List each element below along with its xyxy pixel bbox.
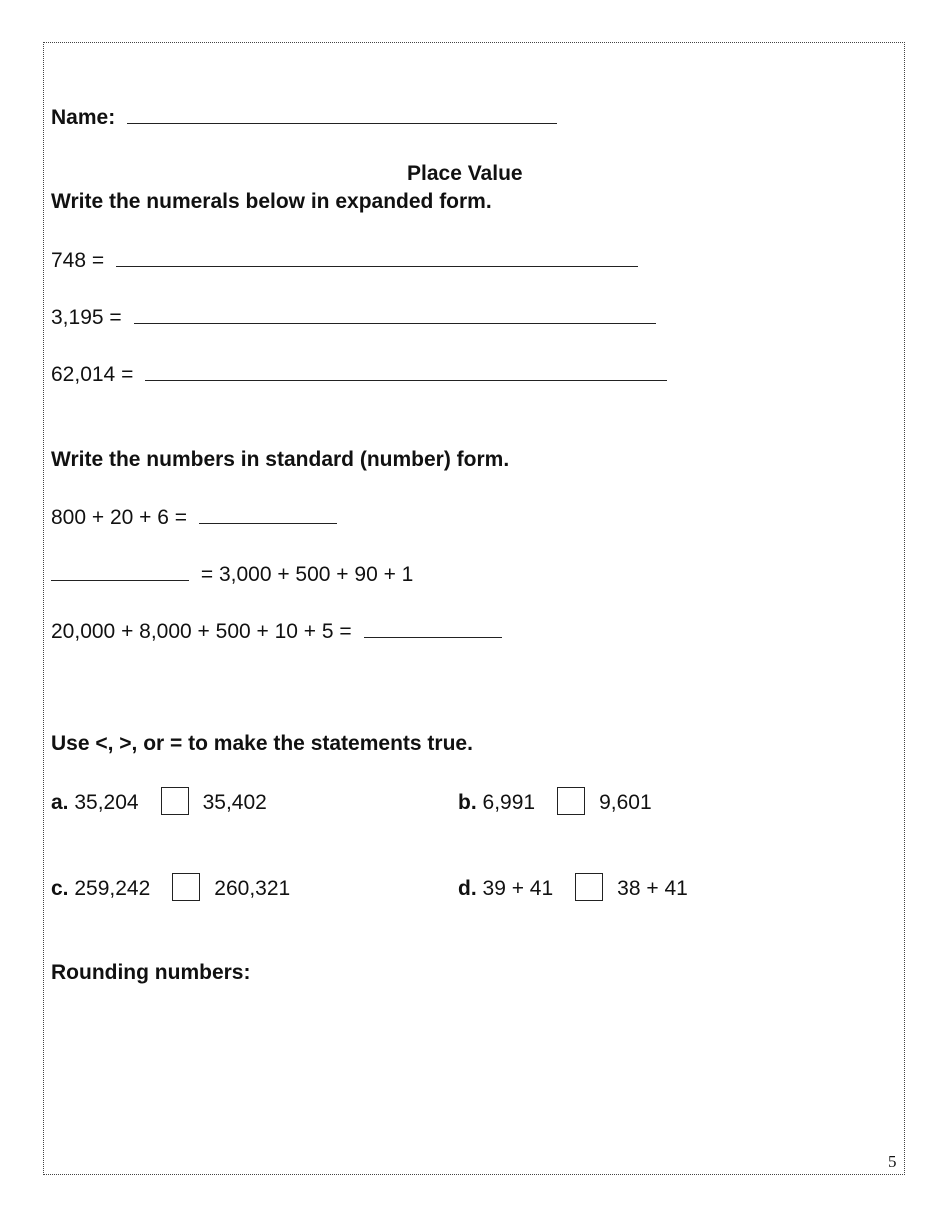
compare-letter: c. bbox=[51, 877, 69, 900]
compare-letter: b. bbox=[458, 791, 477, 814]
compare-left: 259,242 bbox=[74, 877, 151, 900]
compare-letter: a. bbox=[51, 791, 69, 814]
page-number: 5 bbox=[888, 1152, 897, 1171]
compare-right: 260,321 bbox=[214, 877, 291, 900]
expanded-answer-line[interactable] bbox=[134, 303, 656, 324]
rounding-heading: Rounding numbers: bbox=[51, 961, 251, 984]
comparison-answer-box[interactable] bbox=[575, 873, 603, 901]
expanded-item-label: 748 = bbox=[51, 249, 105, 272]
compare-right: 38 + 41 bbox=[617, 877, 688, 900]
expanded-item bbox=[51, 246, 638, 274]
expanded-answer-line[interactable] bbox=[116, 246, 638, 267]
standard-answer-line[interactable] bbox=[51, 560, 189, 581]
compare-item-d bbox=[458, 873, 688, 902]
compare-item-b bbox=[458, 787, 652, 816]
compare-item-a bbox=[51, 787, 267, 816]
comparison-answer-box[interactable] bbox=[172, 873, 200, 901]
compare-left: 6,991 bbox=[482, 791, 536, 814]
standard-item-label: 800 + 20 + 6 = bbox=[51, 506, 188, 529]
expanded-answer-line[interactable] bbox=[145, 360, 667, 381]
expanded-item bbox=[51, 360, 667, 388]
standard-item-label: 20,000 + 8,000 + 500 + 10 + 5 = bbox=[51, 620, 352, 643]
standard-item bbox=[51, 503, 337, 531]
compare-instruction: Use <, >, or = to make the statements true. bbox=[51, 732, 473, 755]
name-row bbox=[51, 103, 557, 131]
standard-item bbox=[51, 560, 413, 588]
compare-item-c bbox=[51, 873, 290, 902]
name-label: Name: bbox=[51, 106, 116, 129]
standard-form-instruction: Write the numbers in standard (number) form. bbox=[51, 448, 510, 471]
expanded-item-label: 62,014 = bbox=[51, 363, 134, 386]
standard-item-label: = 3,000 + 500 + 90 + 1 bbox=[200, 563, 414, 586]
standard-item bbox=[51, 617, 502, 645]
expanded-item bbox=[51, 303, 656, 331]
standard-answer-line[interactable] bbox=[199, 503, 337, 524]
standard-answer-line[interactable] bbox=[364, 617, 502, 638]
expanded-item-label: 3,195 = bbox=[51, 306, 122, 329]
page-title: Place Value bbox=[407, 162, 523, 185]
expanded-form-instruction: Write the numerals below in expanded form. bbox=[51, 190, 492, 213]
compare-right: 9,601 bbox=[599, 791, 652, 814]
comparison-answer-box[interactable] bbox=[557, 787, 585, 815]
compare-left: 39 + 41 bbox=[482, 877, 554, 900]
compare-right: 35,402 bbox=[202, 791, 267, 814]
compare-letter: d. bbox=[458, 877, 477, 900]
name-answer-line[interactable] bbox=[127, 103, 557, 124]
compare-left: 35,204 bbox=[74, 791, 139, 814]
comparison-answer-box[interactable] bbox=[161, 787, 189, 815]
